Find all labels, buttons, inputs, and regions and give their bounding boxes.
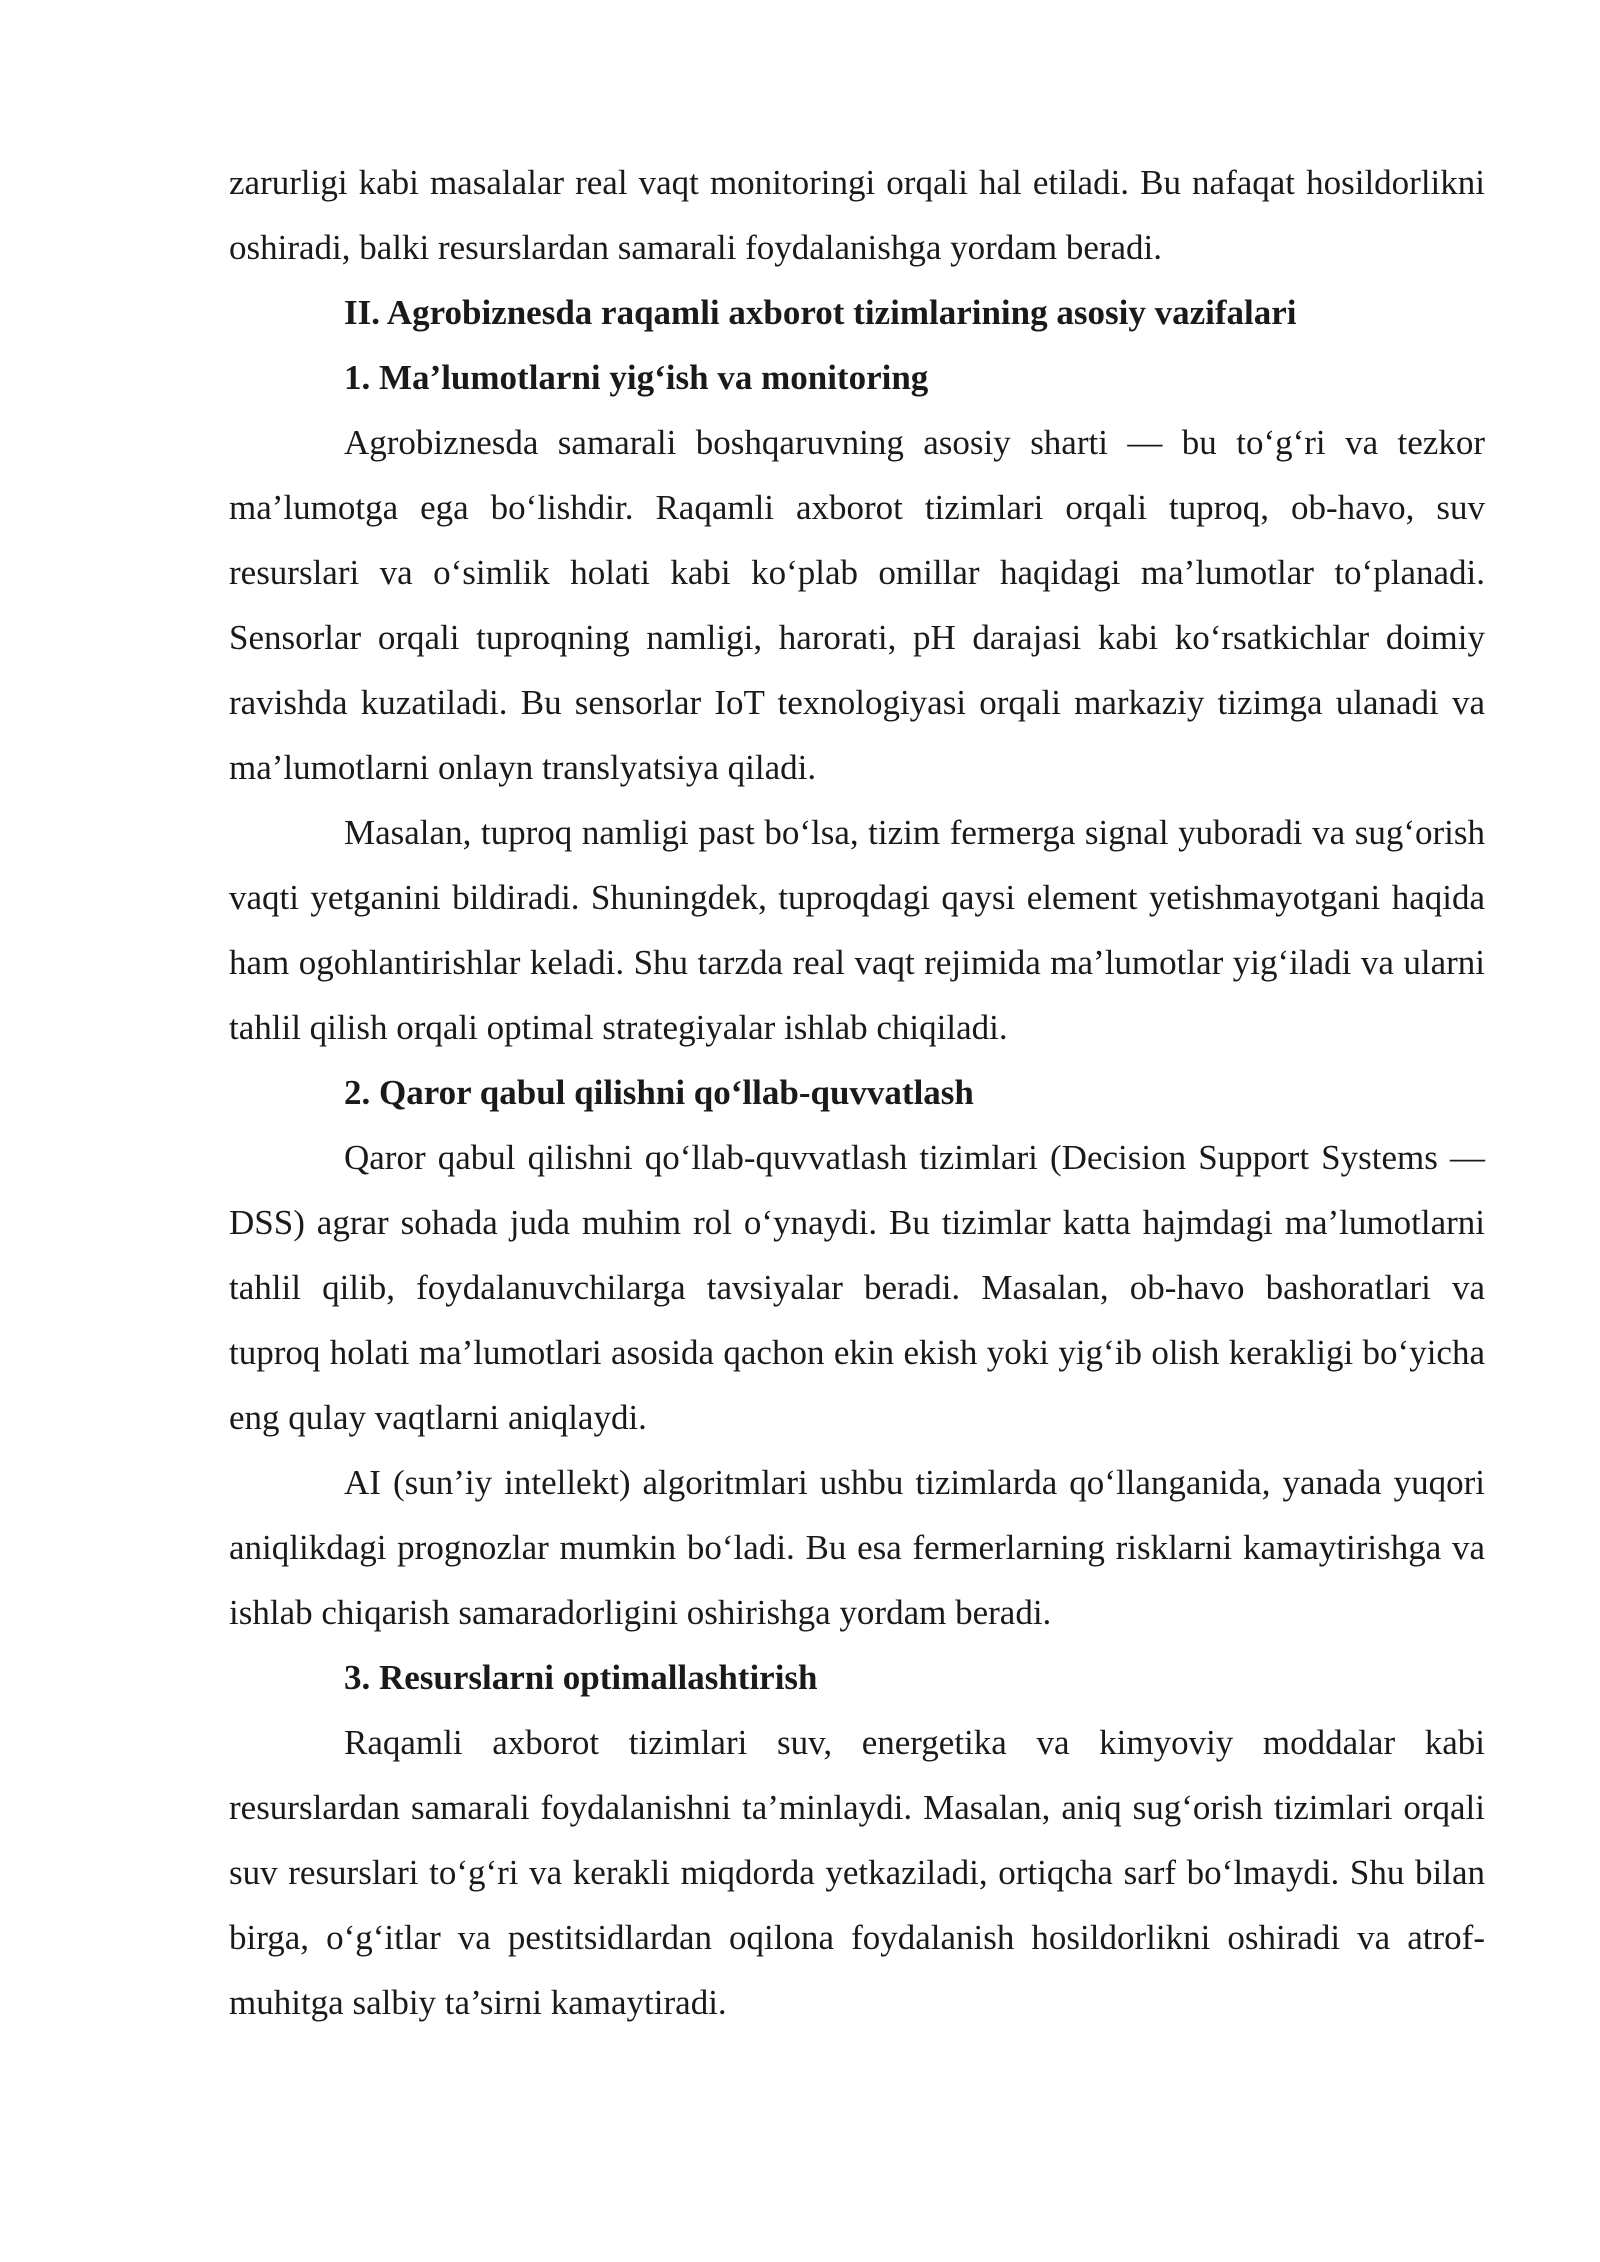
subheading-data-collection: 1. Ma’lumotlarni yig‘ish va monitoring — [344, 358, 929, 397]
document-page — [229, 150, 1485, 2035]
paragraph-ai-algorithms: AI (sun’iy intellekt) algoritmlari ushbu tizimlarda qo‘llanganida, yanada yuqori aniqlikdagi prognozlar mumkin bo‘ladi. Bu esa fermerlarning risklarni kamaytirishga va ishlab chiqarish samaradorligini oshirishga yordam beradi. — [229, 1463, 1485, 1632]
paragraph-continuation: zarurligi kabi masalalar real vaqt monitoringi orqali hal etiladi. Bu nafaqat hosildorlikni oshiradi, balki resurslardan samarali foydalanishga yordam beradi. — [229, 163, 1485, 267]
paragraph-resource-optimization: Raqamli axborot tizimlari suv, energetika va kimyoviy moddalar kabi resurslardan samarali foydalanishni ta’minlaydi. Masalan, aniq sug‘orish tizimlari orqali suv resurslari to‘g‘ri va kerakli miqdorda yetkaziladi, ortiqcha sarf bo‘lmaydi. Shu bilan birga, o‘g‘itlar va pestitsidlardan oqilona foydalanish hosildorlikni oshiradi va atrof-muhitga salbiy ta’sirni kamaytiradi. — [229, 1723, 1485, 2022]
paragraph-data-collection: Agrobiznesda samarali boshqaruvning asosiy sharti — bu to‘g‘ri va tezkor ma’lumotga ega bo‘lishdir. Raqamli axborot tizimlari orqali tuproq, ob-havo, suv resurslari va o‘simlik holati kabi ko‘plab omillar haqidagi ma’lumotlar to‘planadi. Sensorlar orqali tuproqning namligi, harorati, pH darajasi kabi ko‘rsatkichlar doimiy ravishda kuzatiladi. Bu sensorlar IoT texnologiyasi orqali markaziy tizimga ulanadi va ma’lumotlarni onlayn translyatsiya qiladi. — [229, 423, 1485, 787]
paragraph-decision-support: Qaror qabul qilishni qo‘llab-quvvatlash tizimlari (Decision Support Systems — DSS) agrar sohada juda muhim rol o‘ynaydi. Bu tizimlar katta hajmdagi ma’lumotlarni tahlil qilib, foydalanuvchilarga tavsiyalar beradi. Masalan, ob-havo bashoratlari va tuproq holati ma’lumotlari asosida qachon ekin ekish yoki yig‘ib olish kerakligi bo‘yicha eng qulay vaqtlarni aniqlaydi. — [229, 1138, 1485, 1437]
subheading-resource-optimization: 3. Resurslarni optimallashtirish — [344, 1658, 818, 1697]
subheading-decision-support: 2. Qaror qabul qilishni qo‘llab-quvvatlash — [344, 1073, 974, 1112]
paragraph-data-example: Masalan, tuproq namligi past bo‘lsa, tizim fermerga signal yuboradi va sug‘orish vaqti yetganini bildiradi. Shuningdek, tuproqdagi qaysi element yetishmayotgani haqida ham ogohlantirishlar keladi. Shu tarzda real vaqt rejimida ma’lumotlar yig‘iladi va ularni tahlil qilish orqali optimal strategiyalar ishlab chiqiladi. — [229, 813, 1485, 1047]
section-title: II. Agrobiznesda raqamli axborot tizimlarining asosiy vazifalari — [344, 293, 1297, 332]
